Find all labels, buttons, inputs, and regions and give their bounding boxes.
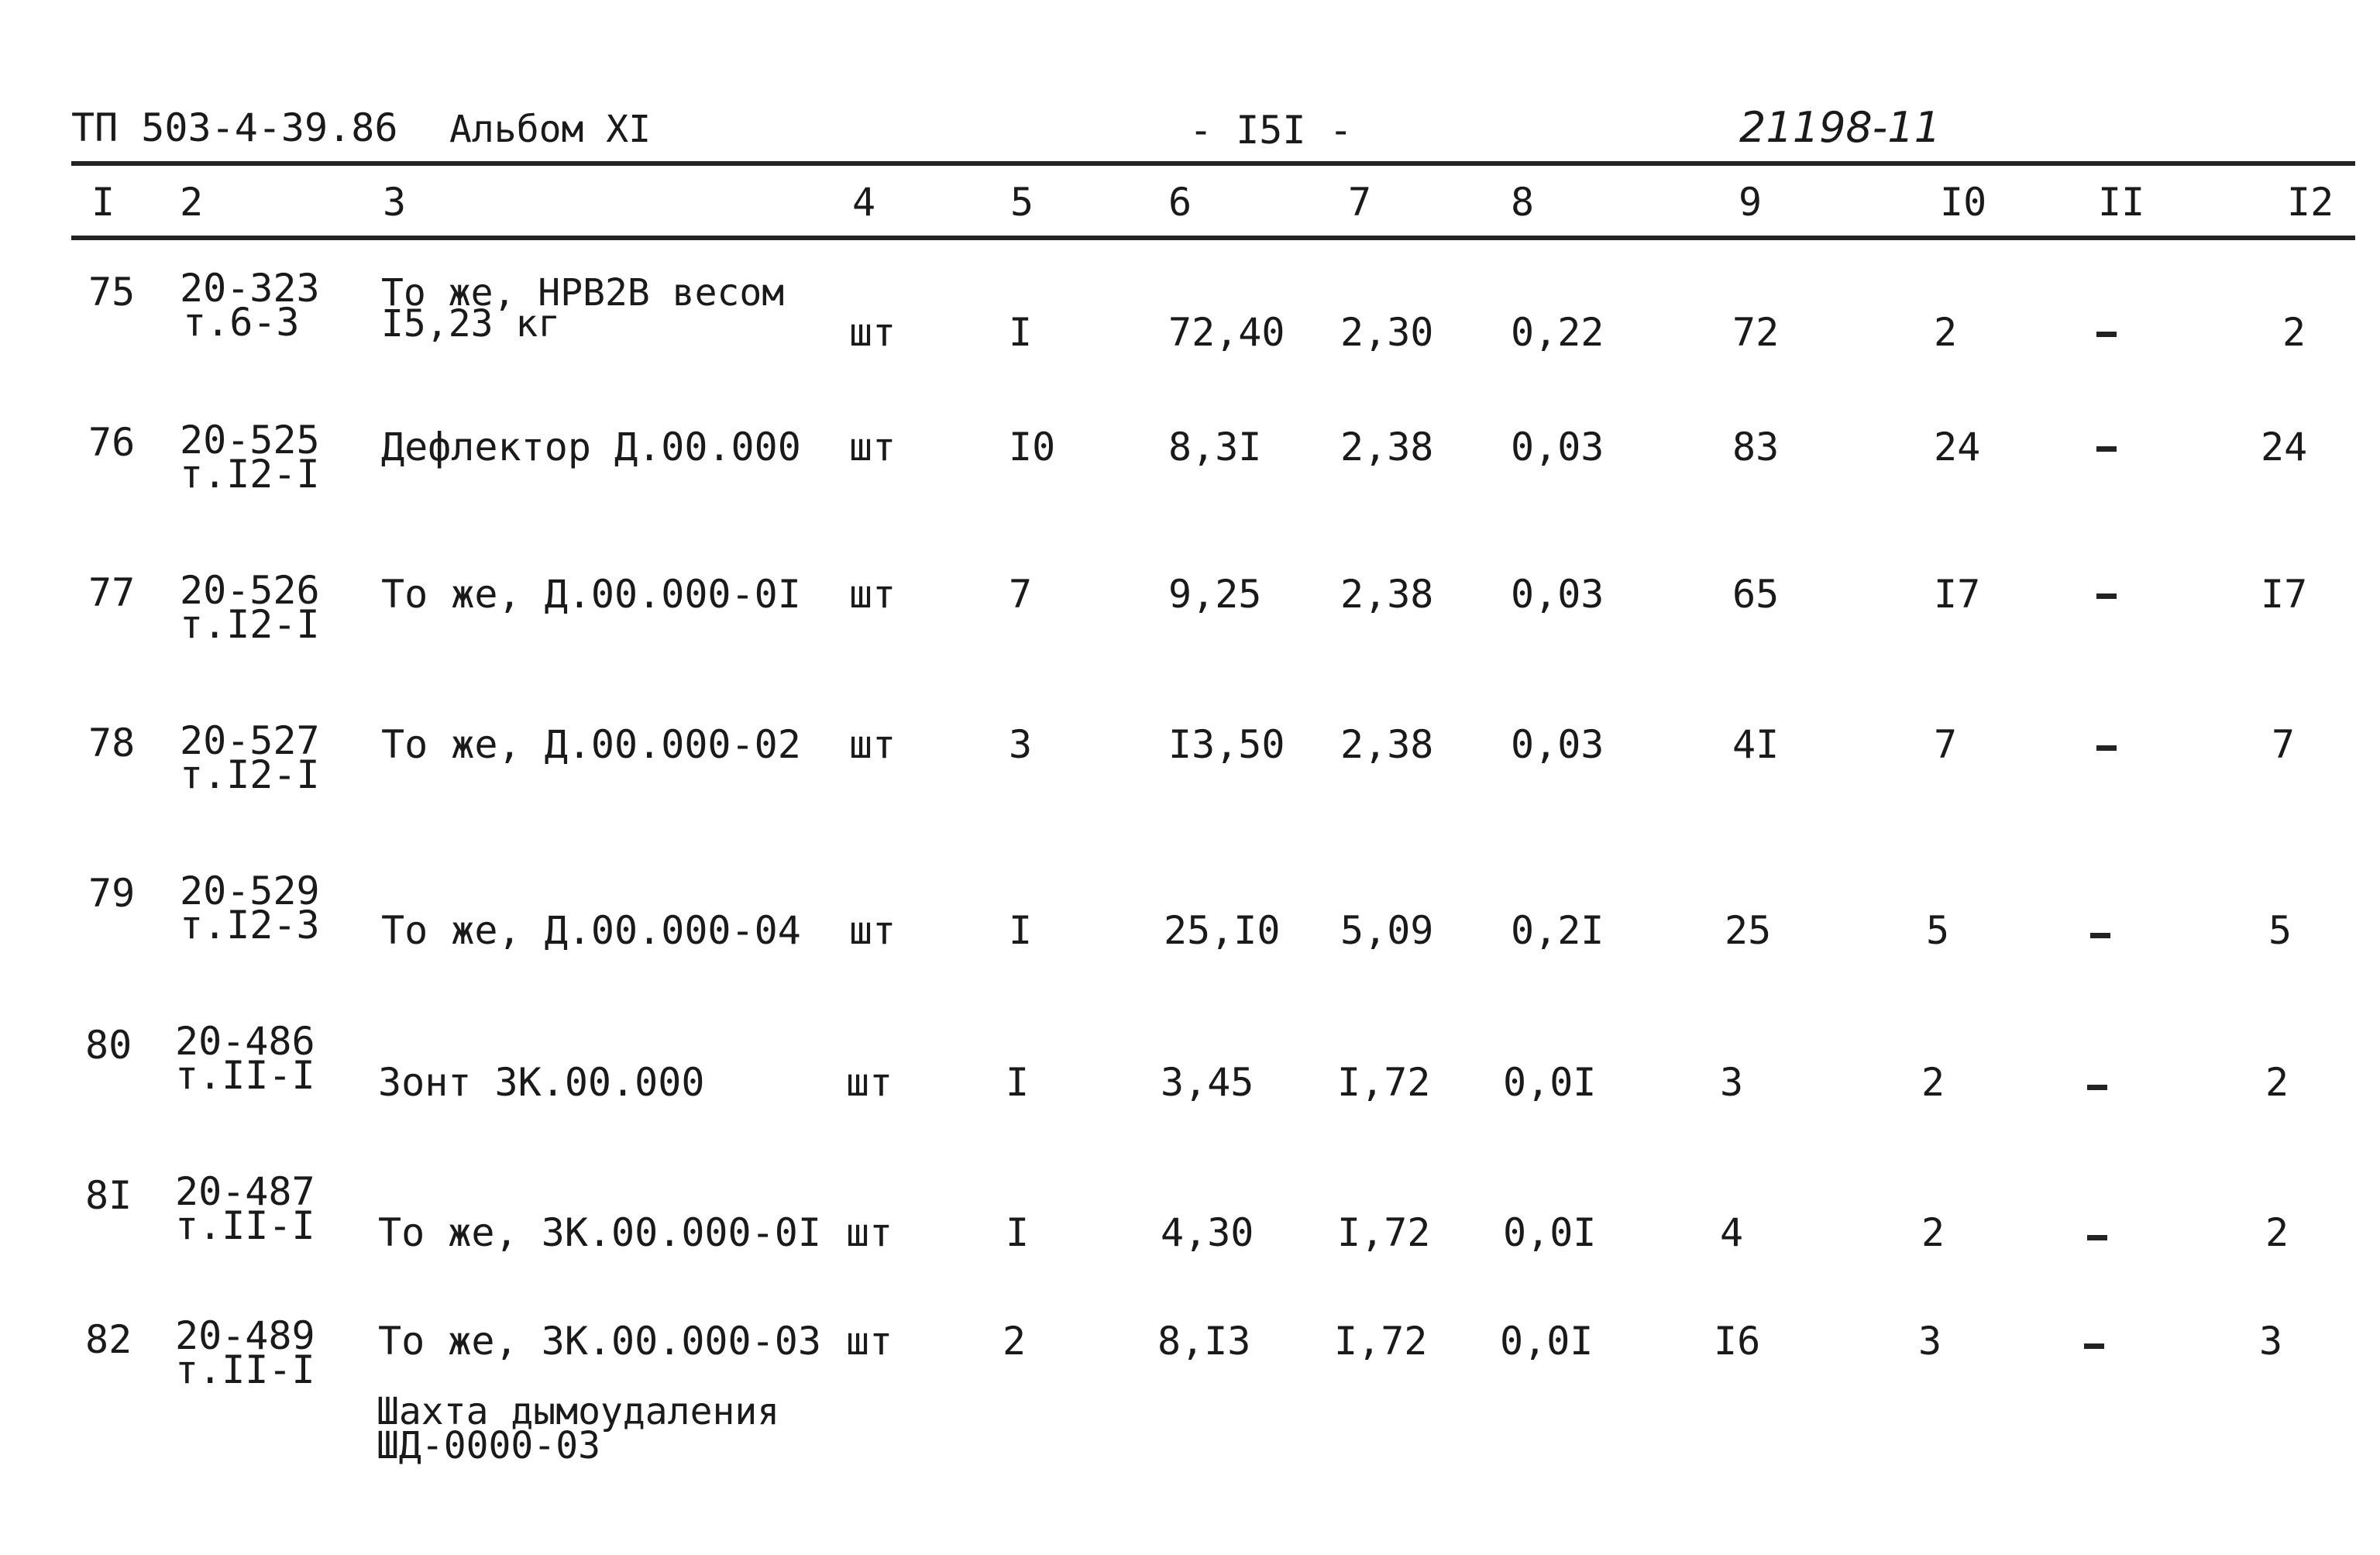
unit: шт <box>846 1060 893 1105</box>
unit-cost: 4,30 <box>1161 1210 1254 1255</box>
quantity: I <box>1009 310 1033 355</box>
col-11-dash <box>2090 933 2110 938</box>
code-table: т.6-3 <box>183 300 300 345</box>
item-name <box>381 271 785 346</box>
quantity: I <box>1009 908 1033 953</box>
row-number: 75 <box>88 270 136 315</box>
col-12-value: 5 <box>2268 908 2292 953</box>
code-table: т.I2-I <box>180 452 320 497</box>
code-main: 20-529 <box>180 869 320 913</box>
unit-cost: 8,3I <box>1168 425 1262 470</box>
section-note-line-1: Шахта дымоудаления <box>377 1390 780 1433</box>
col-12-value: 24 <box>2261 425 2308 470</box>
col-12-value: I7 <box>2261 572 2308 617</box>
col-8-value: 0,0I <box>1500 1319 1594 1364</box>
column-header-1: I <box>91 180 115 225</box>
price-code <box>180 568 320 647</box>
row-number: 8I <box>85 1173 132 1218</box>
header-bottom-rule <box>71 236 2355 240</box>
unit-cost: I3,50 <box>1168 722 1285 767</box>
code-main: 20-489 <box>175 1313 315 1358</box>
col-7-value: I,72 <box>1334 1319 1428 1364</box>
col-8-value: 0,03 <box>1511 722 1604 767</box>
code-table: т.II-I <box>175 1203 315 1248</box>
unit-cost: 8,I3 <box>1157 1319 1251 1364</box>
code-table: т.II-I <box>175 1347 315 1392</box>
col-7-value: 2,38 <box>1340 572 1434 617</box>
col-8-value: 0,2I <box>1511 908 1604 953</box>
col-10-value: 3 <box>1918 1319 1942 1364</box>
col-12-value: 2 <box>2265 1060 2289 1105</box>
column-header-3: 3 <box>383 180 407 225</box>
unit: шт <box>849 425 896 470</box>
column-header-7: 7 <box>1348 180 1372 225</box>
price-code <box>175 1169 315 1248</box>
row-number: 76 <box>88 420 136 465</box>
item-name: Дефлектор Д.00.000 <box>381 425 801 470</box>
unit: шт <box>849 908 896 953</box>
column-header-6: 6 <box>1168 180 1192 225</box>
name-line-2: I5,23 кг <box>381 302 561 346</box>
col-9-value: 83 <box>1732 425 1780 470</box>
row-number: 80 <box>85 1023 132 1068</box>
col-10-value: 2 <box>1921 1210 1945 1255</box>
unit: шт <box>849 722 896 767</box>
unit-cost: 25,I0 <box>1164 908 1281 953</box>
col-8-value: 0,03 <box>1511 425 1604 470</box>
col-12-value: 2 <box>2282 310 2306 355</box>
quantity: 3 <box>1009 722 1033 767</box>
column-header-2: 2 <box>180 180 204 225</box>
col-11-dash <box>2096 446 2117 452</box>
code-main: 20-323 <box>180 266 320 311</box>
col-10-value: 24 <box>1934 425 1981 470</box>
column-header-8: 8 <box>1511 180 1535 225</box>
col-12-value: 3 <box>2259 1319 2283 1364</box>
column-header-10: I0 <box>1940 180 1987 225</box>
col-7-value: 2,38 <box>1340 722 1434 767</box>
code-table: т.II-I <box>175 1053 315 1098</box>
unit: шт <box>849 572 896 617</box>
price-code <box>180 718 320 797</box>
col-10-value: 5 <box>1926 908 1950 953</box>
col-9-value: 25 <box>1725 908 1772 953</box>
code-main: 20-487 <box>175 1169 315 1214</box>
unit-cost: 3,45 <box>1161 1060 1254 1105</box>
quantity: 2 <box>1003 1319 1027 1364</box>
col-8-value: 0,0I <box>1503 1210 1597 1255</box>
price-code <box>180 266 320 345</box>
price-code <box>180 869 320 948</box>
col-11-dash <box>2096 593 2117 599</box>
header-top-rule <box>71 161 2355 166</box>
col-9-value: 3 <box>1720 1060 1744 1105</box>
quantity: I <box>1006 1060 1030 1105</box>
item-name: То же, ЗК.00.000-0I <box>378 1210 821 1255</box>
page-number: - I5I - <box>1189 108 1353 153</box>
unit-cost: 72,40 <box>1168 310 1285 355</box>
item-name: То же, ЗК.00.000-03 <box>378 1319 821 1364</box>
section-note <box>377 1390 780 1467</box>
album-label: Альбом XI <box>449 108 652 151</box>
column-header-5: 5 <box>1010 180 1034 225</box>
row-number: 77 <box>88 570 136 615</box>
unit: шт <box>849 310 896 355</box>
column-header-9: 9 <box>1739 180 1763 225</box>
col-7-value: I,72 <box>1337 1060 1431 1105</box>
name-line-1: То же, НРВ2В весом <box>381 271 785 315</box>
price-code <box>180 418 320 497</box>
col-10-value: 7 <box>1934 722 1958 767</box>
col-11-dash <box>2096 745 2117 751</box>
col-11-dash <box>2084 1343 2104 1349</box>
code-main: 20-486 <box>175 1019 315 1064</box>
code-table: т.I2-3 <box>180 903 320 948</box>
handwritten-number: 21198-11 <box>1739 103 1941 152</box>
col-8-value: 0,22 <box>1511 310 1604 355</box>
section-note-line-2: ШД-0000-03 <box>377 1424 600 1467</box>
col-9-value: I6 <box>1714 1319 1761 1364</box>
row-number: 82 <box>85 1317 132 1362</box>
item-name: То же, Д.00.000-02 <box>381 722 801 767</box>
col-12-value: 2 <box>2265 1210 2289 1255</box>
code-main: 20-527 <box>180 718 320 763</box>
price-code <box>175 1019 315 1098</box>
doc-code: ТП 503-4-39.86 <box>71 105 398 150</box>
col-7-value: I,72 <box>1337 1210 1431 1255</box>
code-main: 20-526 <box>180 568 320 613</box>
item-name: Зонт ЗК.00.000 <box>378 1060 705 1105</box>
code-table: т.I2-I <box>180 752 320 797</box>
col-7-value: 2,38 <box>1340 425 1434 470</box>
col-7-value: 2,30 <box>1340 310 1434 355</box>
col-10-value: 2 <box>1934 310 1958 355</box>
row-number: 78 <box>88 721 136 765</box>
unit: шт <box>846 1210 893 1255</box>
column-header-12: I2 <box>2287 180 2334 225</box>
unit: шт <box>846 1319 893 1364</box>
col-9-value: 4I <box>1732 722 1780 767</box>
column-header-4: 4 <box>852 180 876 225</box>
price-code <box>175 1313 315 1392</box>
row-number: 79 <box>88 871 136 916</box>
item-name: То же, Д.00.000-0I <box>381 572 801 617</box>
column-header-11: II <box>2098 180 2145 225</box>
col-11-dash <box>2087 1085 2107 1090</box>
col-9-value: 72 <box>1732 310 1780 355</box>
col-10-value: 2 <box>1921 1060 1945 1105</box>
col-8-value: 0,0I <box>1503 1060 1597 1105</box>
col-11-dash <box>2096 332 2117 337</box>
col-9-value: 65 <box>1732 572 1780 617</box>
code-main: 20-525 <box>180 418 320 463</box>
col-8-value: 0,03 <box>1511 572 1604 617</box>
col-7-value: 5,09 <box>1340 908 1434 953</box>
col-12-value: 7 <box>2272 722 2296 767</box>
col-9-value: 4 <box>1720 1210 1744 1255</box>
col-11-dash <box>2087 1235 2107 1240</box>
quantity: I <box>1006 1210 1030 1255</box>
quantity: I0 <box>1009 425 1056 470</box>
code-table: т.I2-I <box>180 602 320 647</box>
item-name: То же, Д.00.000-04 <box>381 908 801 953</box>
unit-cost: 9,25 <box>1168 572 1262 617</box>
quantity: 7 <box>1009 572 1033 617</box>
col-10-value: I7 <box>1934 572 1981 617</box>
